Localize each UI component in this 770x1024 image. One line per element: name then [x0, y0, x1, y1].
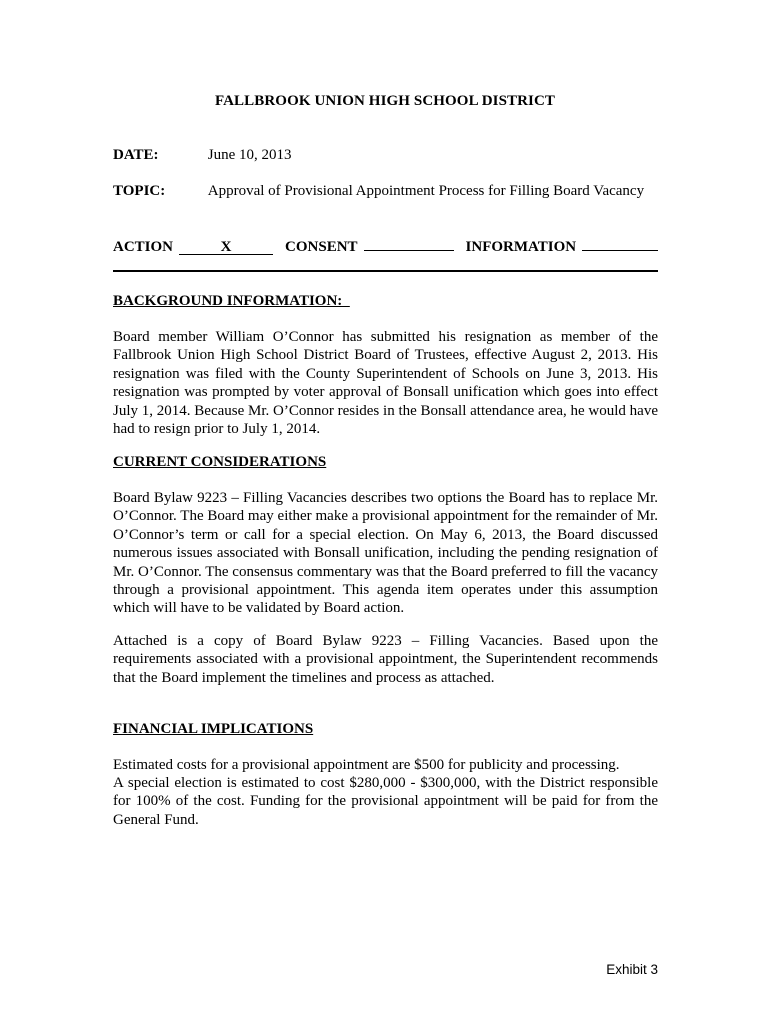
divider-rule — [113, 270, 658, 272]
background-paragraph: Board member William O’Connor has submitted his resignation as member of the Fallbrook Union High School District Board of Trustees, effective August 2, 2013. His resignation was filed with the County Superintendent of Schools on June 3, 2013. His resignation was prompted by voter approval of Bonsall unification which goes into effect July 1, 2014. Because Mr. O’Connor resides in the Bonsall attendance area, he would have had to resign prior to July 1, 2014. — [113, 329, 658, 438]
topic-value: Approval of Provisional Appointment Process for Filling Board Vacancy — [207, 183, 645, 199]
date-value: June 10, 2013 — [207, 147, 292, 163]
financial-implications-heading: FINANCIAL IMPLICATIONS — [113, 721, 314, 737]
current-considerations-heading: CURRENT CONSIDERATIONS — [113, 454, 327, 470]
information-blank — [582, 236, 658, 251]
consent-blank — [364, 236, 454, 251]
action-blank — [179, 240, 273, 255]
financial-paragraph-2: A special election is estimated to cost $280,000 - $300,000, with the District responsible for 100% of the cost. Funding for the provisional appointment will be paid for from the General Fund. — [113, 775, 658, 828]
district-title: FALLBROOK UNION HIGH SCHOOL DISTRICT — [214, 93, 556, 109]
exhibit-label: Exhibit 3 — [606, 962, 658, 977]
topic-row — [113, 183, 644, 200]
consent-label: CONSENT — [285, 239, 358, 255]
financial-paragraph-1: Estimated costs for a provisional appointment are $500 for publicity and processing. — [113, 757, 620, 773]
current-considerations-paragraph-1: Board Bylaw 9223 – Filling Vacancies describes two options the Board has to replace Mr. O’Connor. The Board may either make a provisional appointment for the remainder of Mr. O’Connor’s term or call for a special election. On May 6, 2013, the Board discussed numerous issues associated with Bonsall unification, including the pending resignation of Mr. O’Connor. The consensus commentary was that the Board preferred to fill the vacancy through a provisional appointment. This agenda item operates under this assumption which will have to be validated by Board action. — [113, 490, 658, 617]
topic-label: TOPIC: — [113, 183, 166, 199]
date-row — [113, 147, 292, 164]
information-label: INFORMATION — [465, 239, 577, 255]
background-heading: BACKGROUND INFORMATION: — [113, 293, 350, 309]
current-considerations-paragraph-2: Attached is a copy of Board Bylaw 9223 – Filling Vacancies. Based upon the requirements associated with a provisional appointment, the Superintendent recommends that the Board implement the timelines and process as attached. — [113, 633, 658, 686]
action-row — [113, 236, 658, 256]
action-mark: X — [220, 239, 232, 255]
date-label: DATE: — [113, 147, 159, 163]
action-label: ACTION — [113, 239, 174, 255]
